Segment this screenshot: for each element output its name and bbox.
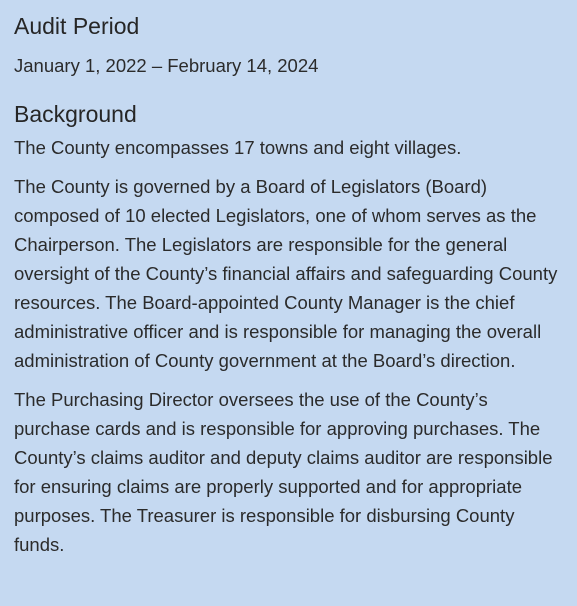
background-paragraph-1: The County encompasses 17 towns and eight villages. (14, 137, 462, 158)
audit-period-heading: Audit Period (14, 13, 140, 39)
audit-period-dates: January 1, 2022 – February 14, 2024 (14, 55, 319, 76)
background-paragraph-2: The County is governed by a Board of Legislators (Board) composed of 10 elected Legislators, one of whom serves as the Chairperson. The Legislators are responsible for the general oversight of the County’s financial affairs and safeguarding County resources. The Board-appointed County Manager is the chief administrative officer and is responsible for managing the overall administration of County government at the Board’s direction. (14, 176, 558, 371)
background-heading: Background (14, 101, 137, 127)
background-paragraph-3: The Purchasing Director oversees the use of the County’s purchase cards and is responsible for approving purchases. The County’s claims auditor and deputy claims auditor are responsible for ensuring claims are properly supported and for appropriate purposes. The Treasurer is responsible for disbursing County funds. (14, 389, 553, 555)
